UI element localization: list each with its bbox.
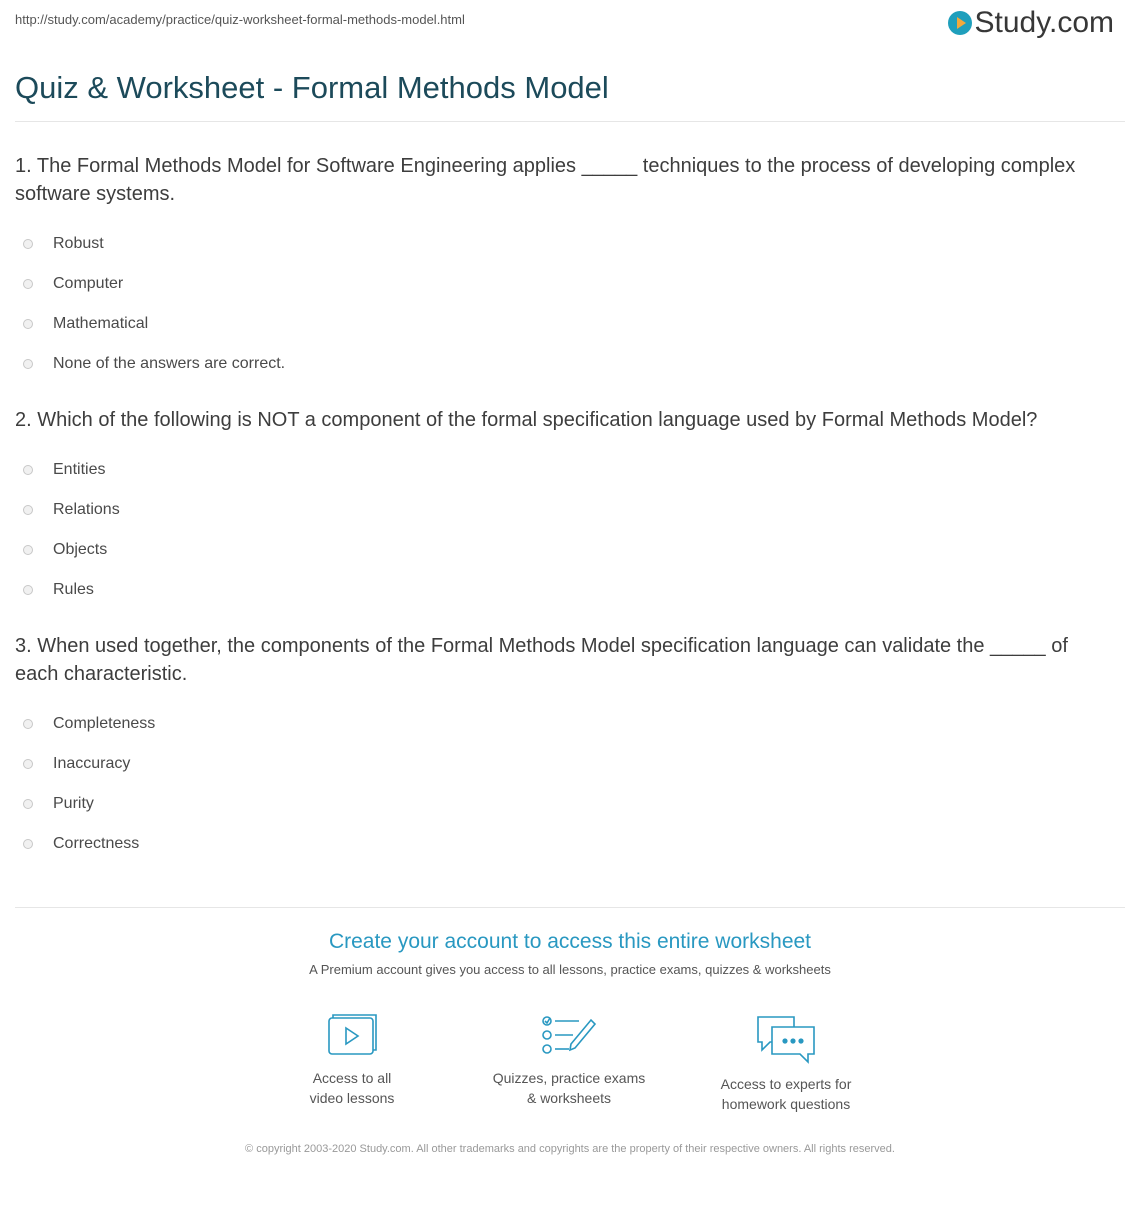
cta-divider	[15, 907, 1125, 908]
title-divider	[15, 121, 1125, 122]
page-title: Quiz & Worksheet - Formal Methods Model	[15, 70, 609, 105]
radio-button[interactable]	[23, 759, 33, 769]
premium-description: A Premium account gives you access to all lessons, practice exams, quizzes & worksheets	[309, 962, 831, 977]
answer-option[interactable]: Robust	[15, 224, 1115, 264]
study-logo[interactable]	[948, 6, 1115, 40]
copyright-footer: © copyright 2003-2020 Study.com. All other trademarks and copyrights are the property of their respective owners. All rights reserved.	[245, 1143, 895, 1155]
radio-button[interactable]	[23, 839, 33, 849]
feature-video-lessons	[252, 1014, 452, 1108]
answer-option[interactable]: Correctness	[15, 824, 1115, 864]
answer-option[interactable]: Completeness	[15, 704, 1115, 744]
feature-line: Quizzes, practice exams	[492, 1070, 646, 1086]
answer-option[interactable]: Purity	[15, 784, 1115, 824]
radio-button[interactable]	[23, 359, 33, 369]
chat-bubbles-icon	[754, 1014, 818, 1064]
question-1	[15, 152, 1115, 384]
question-3	[15, 632, 1115, 864]
answer-option[interactable]: Inaccuracy	[15, 744, 1115, 784]
play-logo-icon	[948, 11, 972, 35]
answer-option[interactable]: None of the answers are correct.	[15, 344, 1115, 384]
feature-experts	[686, 1014, 886, 1114]
question-text: 2. Which of the following is NOT a component of the formal specification language used by Formal Methods Model?	[15, 409, 1038, 431]
radio-button[interactable]	[23, 279, 33, 289]
create-account-link[interactable]: Create your account to access this entire worksheet	[328, 930, 812, 953]
question-text: 3. When used together, the components of the Formal Methods Model specification language can validate the _____ of each characteristic.	[15, 635, 1068, 685]
question-list	[15, 152, 1115, 886]
page-url: http://study.com/academy/practice/quiz-worksheet-formal-methods-model.html	[15, 12, 465, 27]
radio-button[interactable]	[23, 465, 33, 475]
feature-line: homework questions	[721, 1096, 851, 1112]
question-text: 1. The Formal Methods Model for Software Engineering applies _____ techniques to the process of developing complex software systems.	[15, 155, 1076, 205]
feature-line: video lessons	[309, 1090, 395, 1106]
feature-line: Access to all	[312, 1070, 392, 1086]
feature-quizzes	[469, 1014, 669, 1108]
video-lesson-icon	[326, 1014, 378, 1058]
radio-button[interactable]	[23, 545, 33, 555]
answer-option[interactable]: Computer	[15, 264, 1115, 304]
radio-button[interactable]	[23, 585, 33, 595]
radio-button[interactable]	[23, 319, 33, 329]
logo-text: Study.com	[974, 6, 1114, 39]
radio-button[interactable]	[23, 799, 33, 809]
quiz-checklist-icon	[541, 1014, 597, 1058]
answer-option[interactable]: Entities	[15, 450, 1115, 490]
feature-line: & worksheets	[526, 1090, 612, 1106]
radio-button[interactable]	[23, 505, 33, 515]
answer-option[interactable]: Relations	[15, 490, 1115, 530]
answer-option[interactable]: Rules	[15, 570, 1115, 610]
radio-button[interactable]	[23, 719, 33, 729]
radio-button[interactable]	[23, 239, 33, 249]
answer-option[interactable]: Objects	[15, 530, 1115, 570]
question-2	[15, 406, 1115, 610]
answer-option[interactable]: Mathematical	[15, 304, 1115, 344]
feature-line: Access to experts for	[720, 1076, 852, 1092]
